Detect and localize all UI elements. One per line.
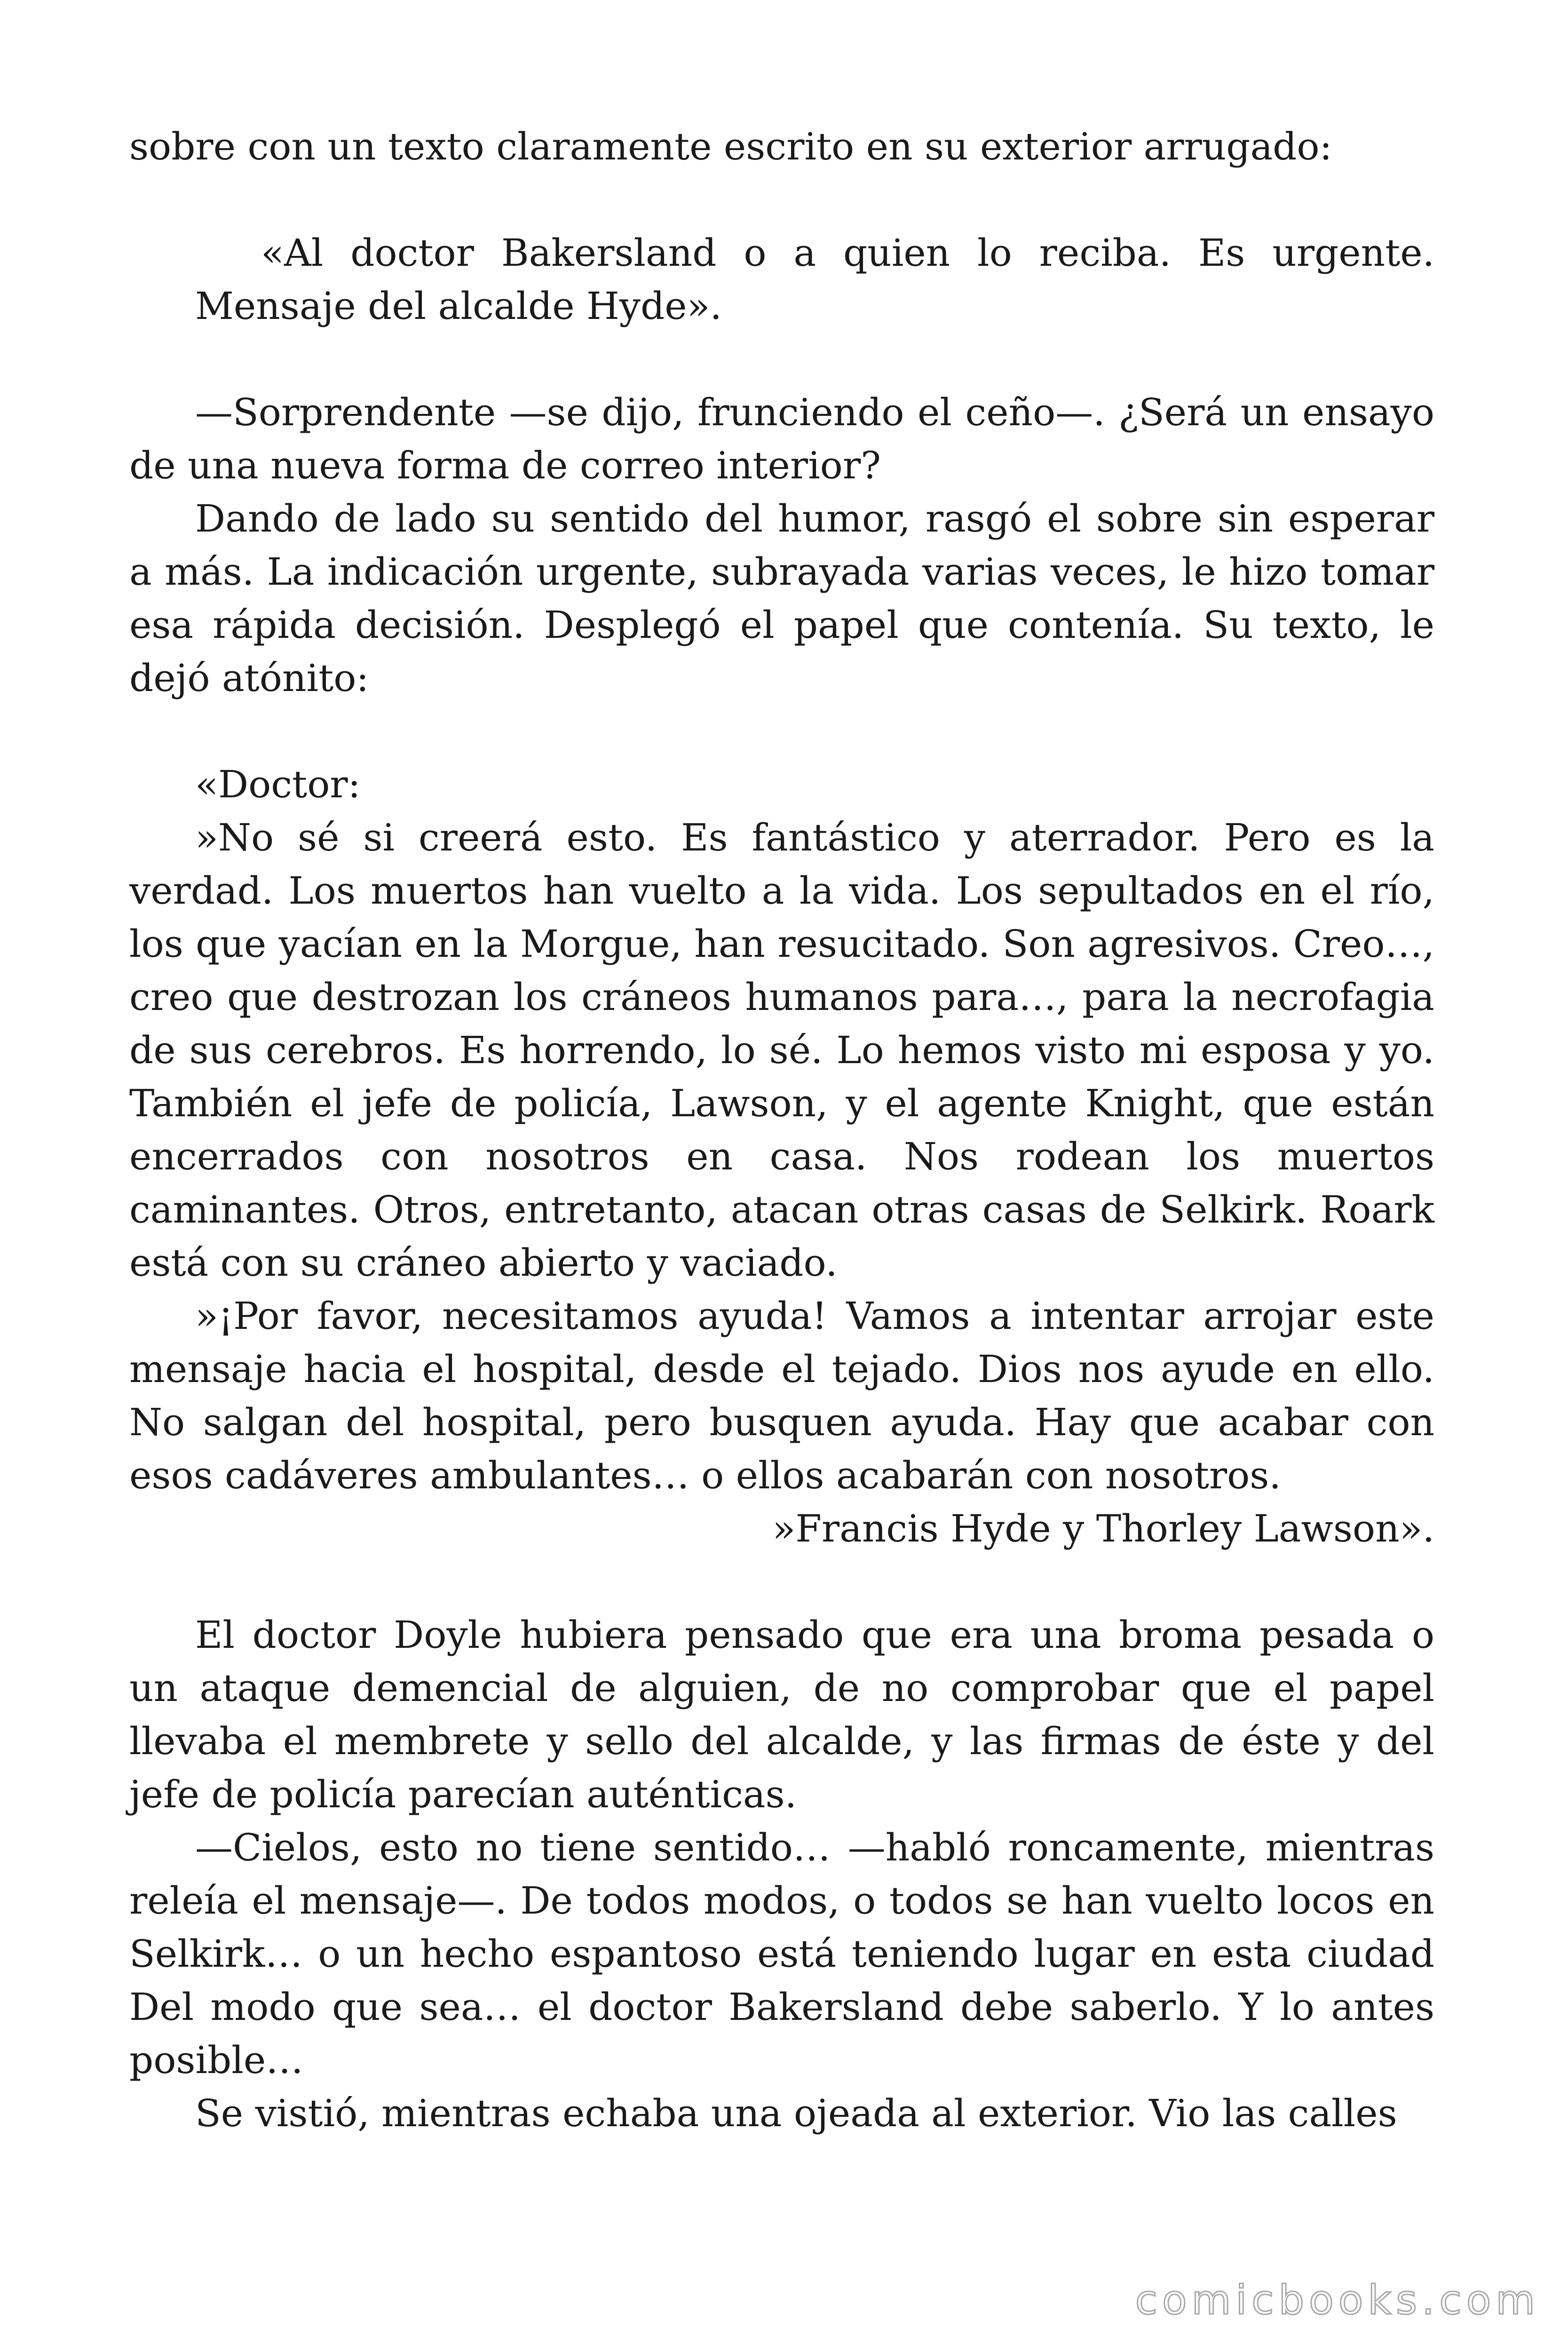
paragraph-1: sobre con un texto claramente escrito en su exterior arrugado:	[129, 125, 1332, 168]
letter-body-1: »No sé si creerá esto. Es fantástico y aterrador. Pero es la verdad. Los muertos han vuelto a la vida. Los sepultados en el río, los que yacían en la Morgue, han resucitado. Son agresivos. Creo…, creo que destrozan los cráneos humanos para…, para la necrofagia de sus cerebros. Es horrendo, lo sé. Lo hemos visto mi esposa y yo. También el jefe de policía, Lawson, y el agente Knight, que están encerrados con nosotros en casa. Nos rodean los muertos caminantes. Otros, entretanto, atacan otras casas de Selkirk. Roark está con su cráneo abierto y vaciado.	[129, 816, 1434, 1285]
paragraph-3: Dando de lado su sentido del humor, rasgó el sobre sin esperar a más. La indicación urgente, subrayada varias veces, le hizo tomar esa rápida decisión. Desplegó el papel que contenía. Su texto, le dejó atónito:	[129, 497, 1434, 700]
body-text	[129, 120, 1434, 2140]
envelope-quote	[129, 226, 1434, 333]
spacer	[129, 173, 1434, 226]
letter	[129, 758, 1434, 1555]
paragraph-5: —Cielos, esto no tiene sentido… —habló roncamente, mientras releía el mensaje—. De todos modos, o todos se han vuelto locos en Selkirk… o un hecho espantoso está teniendo lugar en esta ciudad Del modo que sea… el doctor Bakersland debe saberlo. Y lo antes posible…	[129, 1826, 1434, 2082]
letter-body-2: »¡Por favor, necesitamos ayuda! Vamos a intentar arrojar este mensaje hacia el hospital, desde el tejado. Dios nos ayude en ello. No salgan del hospital, pero busquen ayuda. Hay que acabar con esos cadáveres ambulantes… o ellos acabarán con nosotros.	[129, 1294, 1434, 1497]
spacer	[129, 333, 1434, 386]
letter-signature: »Francis Hyde y Thorley Lawson».	[772, 1507, 1434, 1550]
spacer	[129, 1555, 1434, 1608]
letter-salutation: «Doctor:	[195, 763, 361, 806]
quote-text: «Al doctor Bakersland o a quien lo reciba. Es urgente. Mensaje del alcalde Hyde».	[195, 231, 1434, 328]
paragraph-6: Se vistió, mientras echaba una ojeada al exterior. Vio las calles	[195, 2091, 1397, 2135]
paragraph-4: El doctor Doyle hubiera pensado que era una broma pesada o un ataque demencial de alguien, de no comprobar que el papel llevaba el membrete y sello del alcalde, y las firmas de éste y del jefe de policía parecían auténticas.	[129, 1613, 1434, 1816]
spacer	[129, 705, 1434, 758]
paragraph-2: —Sorprendente —se dijo, frunciendo el ceño—. ¿Será un ensayo de una nueva forma de correo interior?	[129, 390, 1434, 487]
watermark-logo: comicbooks.com	[1135, 2277, 1540, 2324]
